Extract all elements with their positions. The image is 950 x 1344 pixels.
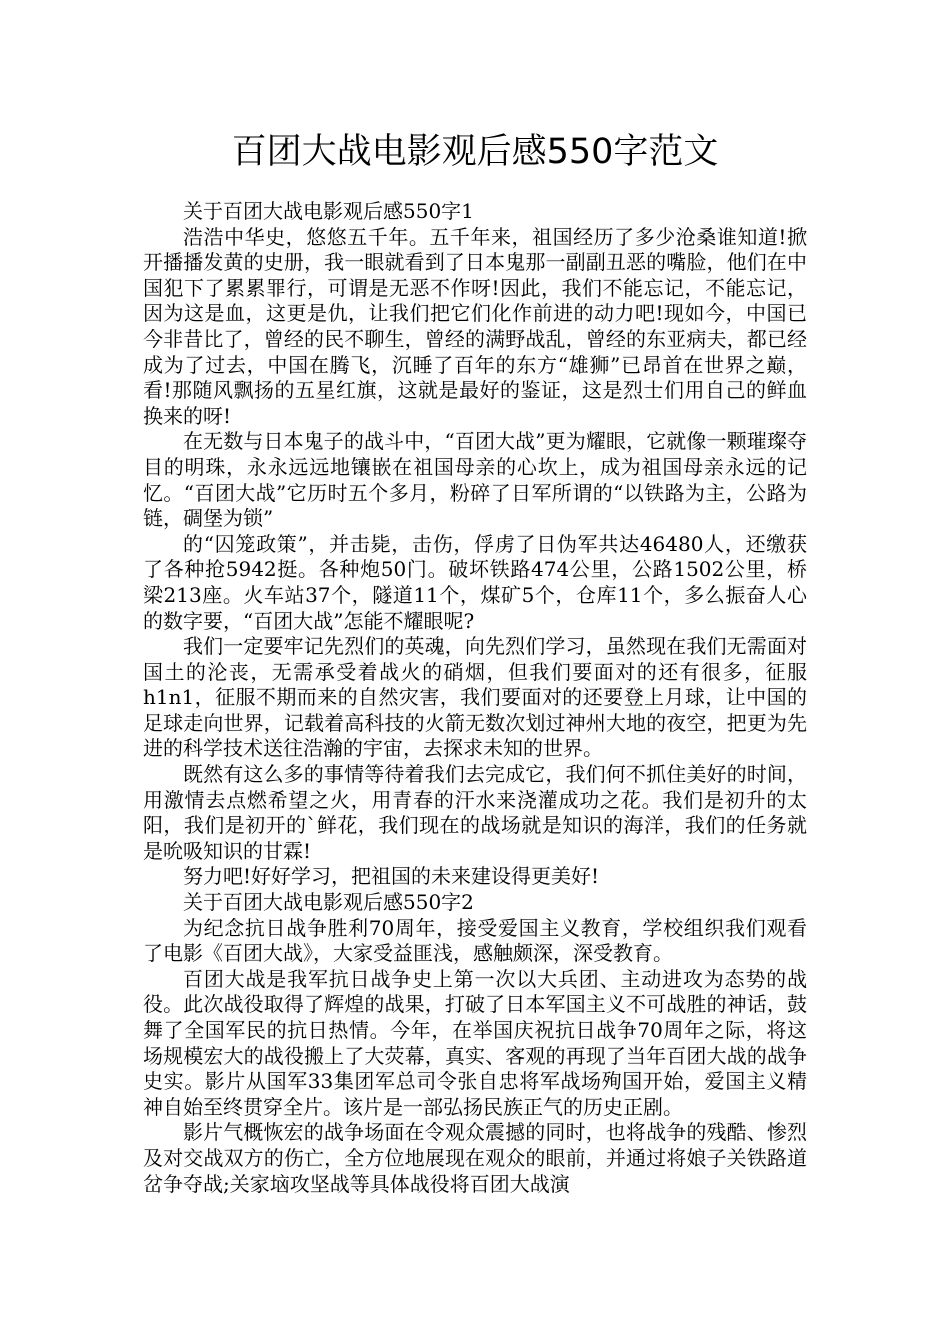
document-body bbox=[143, 199, 807, 1197]
paragraph: 的“囚笼政策”，并击毙，击伤，俘虏了日伪军共达46480人，还缴获了各种抢5942挺。各种炮50门。破坏铁路474公里，公路1502公里，桥梁213座。火车站37个，隧道11个，煤矿5个，仓库11个，多么振奋人心的数字要，“百团大战”怎能不耀眼呢? bbox=[143, 531, 807, 633]
paragraph: 关于百团大战电影观后感550字1 bbox=[183, 199, 474, 223]
paragraph: 浩浩中华史，悠悠五千年。五千年来，祖国经历了多少沧桑谁知道!掀开播播发黄的史册，我一眼就看到了日本鬼那一副副丑恶的嘴脸，他们在中国犯下了累累罪行，可谓是无恶不作呀!因此，我们不能忘记，不能忘记，因为这是血，这更是仇，让我们把它们化作前进的动力吧!现如今，中国已今非昔比了，曾经的民不聊生，曾经的满野战乱，曾经的东亚病夫，都已经成为了过去，中国在腾飞，沉睡了百年的东方“雄狮”已昂首在世界之巅，看!那随风飘扬的五星红旗，这就是最好的鉴证，这是烈士们用自己的鲜血换来的呀! bbox=[143, 224, 807, 428]
paragraph: 关于百团大战电影观后感550字2 bbox=[183, 890, 474, 915]
paragraph: 我们一定要牢记先烈们的英魂，向先烈们学习，虽然现在我们无需面对国土的沦丧，无需承受着战火的硝烟，但我们要面对的还有很多，征服h1n1，征服不期而来的自然灾害，我们要面对的还要登上月球，让中国的足球走向世界，记载着高科技的火箭无数次划过神州大地的夜空，把更为先进的科学技术送往浩瀚的宇宙，去探求未知的世界。 bbox=[143, 634, 807, 761]
paragraph: 既然有这么多的事情等待着我们去完成它，我们何不抓住美好的时间，用激情去点燃希望之火，用青春的汗水来浇灌成功之花。我们是初升的太阳，我们是初开的`鲜花，我们现在的战场就是知识的海洋，我们的任务就是吮吸知识的甘霖! bbox=[143, 762, 807, 863]
paragraph: 百团大战是我军抗日战争史上第一次以大兵团、主动进攻为态势的战役。此次战役取得了辉煌的战果，打破了日本军国主义不可战胜的神话，鼓舞了全国军民的抗日热情。今年，在举国庆祝抗日战争70周年之际，将这场规模宏大的战役搬上了大荧幕，真实、客观的再现了当年百团大战的战争史实。影片从国军33集团军总司令张自忠将军战场殉国开始，爱国主义精神自始至终贯穿全片。该片是一部弘扬民族正气的历史正剧。 bbox=[143, 966, 807, 1119]
paragraph: 为纪念抗日战争胜利70周年，接受爱国主义教育，学校组织我们观看了电影《百团大战》，大家受益匪浅，感触颇深，深受教育。 bbox=[143, 915, 807, 966]
paragraph: 影片气概恢宏的战争场面在令观众震撼的同时，也将战争的残酷、惨烈及对交战双方的伤亡，全方位地展现在观众的眼前，并通过将娘子关铁路道岔争夺战;关家垴攻坚战等具体战役将百团大战演 bbox=[143, 1120, 807, 1196]
paragraph: 在无数与日本鬼子的战斗中，“百团大战”更为耀眼，它就像一颗璀璨夺目的明珠，永永远远地镶嵌在祖国母亲的心坎上，成为祖国母亲永远的记忆。“百团大战”它历时五个多月，粉碎了日军所谓的“以铁路为主，公路为链，碉堡为锁” bbox=[143, 429, 807, 531]
document-title: 百团大战电影观后感550字范文 bbox=[231, 132, 719, 172]
paragraph: 努力吧!好好学习，把祖国的未来建设得更美好! bbox=[183, 864, 600, 889]
